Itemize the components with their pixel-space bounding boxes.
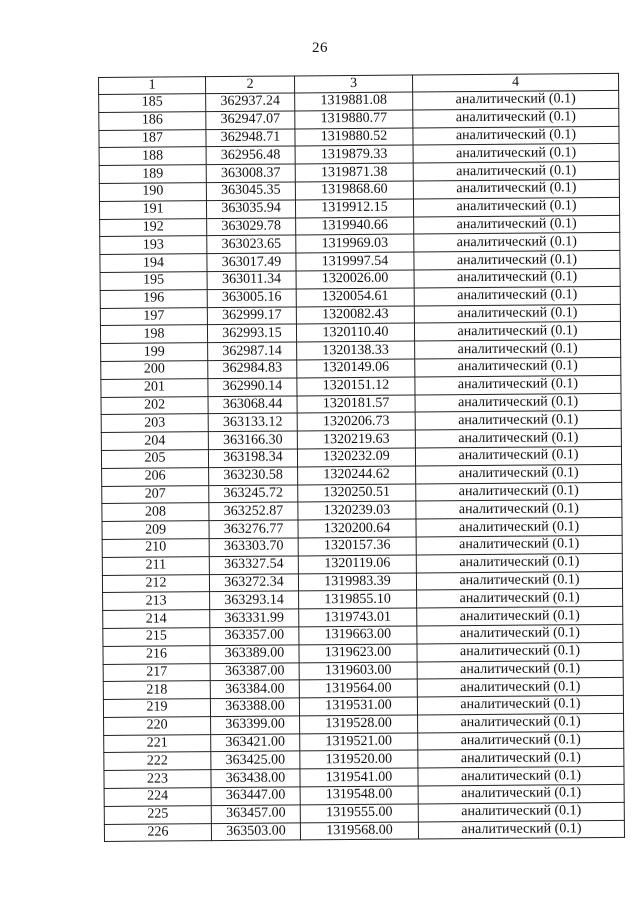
x-coordinate-cell: 363303.70 (209, 538, 298, 556)
method-accuracy-cell: аналитический (0.1) (415, 340, 621, 359)
x-coordinate-cell: 363425.00 (211, 751, 300, 769)
y-coordinate-cell: 1319663.00 (299, 626, 417, 645)
coordinates-table (98, 73, 625, 843)
point-number-cell: 223 (104, 770, 211, 789)
column-header: 4 (412, 73, 618, 92)
x-coordinate-cell: 362947.07 (206, 111, 295, 129)
point-number-cell: 213 (103, 592, 210, 611)
y-coordinate-cell: 1320110.40 (296, 323, 414, 342)
method-accuracy-cell: аналитический (0.1) (416, 482, 622, 501)
y-coordinate-cell: 1320200.64 (298, 519, 416, 538)
column-header: 2 (206, 76, 295, 94)
point-number-cell: 189 (99, 165, 206, 184)
y-coordinate-cell: 1319548.00 (300, 786, 418, 805)
x-coordinate-cell: 363421.00 (211, 734, 300, 752)
x-coordinate-cell: 363035.94 (206, 200, 295, 218)
method-accuracy-cell: аналитический (0.1) (418, 820, 624, 839)
x-coordinate-cell: 362990.14 (208, 378, 297, 396)
method-accuracy-cell: аналитический (0.1) (413, 179, 619, 198)
y-coordinate-cell: 1320119.06 (298, 555, 416, 574)
y-coordinate-cell: 1319940.66 (296, 217, 414, 236)
method-accuracy-cell: аналитический (0.1) (415, 411, 621, 430)
point-number-cell: 210 (102, 539, 209, 558)
method-accuracy-cell: аналитический (0.1) (416, 535, 622, 554)
point-number-cell: 217 (103, 663, 210, 682)
method-accuracy-cell: аналитический (0.1) (414, 251, 620, 270)
method-accuracy-cell: аналитический (0.1) (417, 678, 623, 697)
x-coordinate-cell: 363447.00 (211, 787, 300, 805)
x-coordinate-cell: 363457.00 (211, 805, 300, 823)
y-coordinate-cell: 1319881.08 (295, 92, 413, 111)
y-coordinate-cell: 1319868.60 (295, 181, 413, 200)
y-coordinate-cell: 1319531.00 (299, 697, 417, 716)
x-coordinate-cell: 362956.48 (206, 146, 295, 164)
y-coordinate-cell: 1319568.00 (300, 822, 418, 841)
x-coordinate-cell: 363276.77 (209, 520, 298, 538)
point-number-cell: 220 (104, 717, 211, 736)
method-accuracy-cell: аналитический (0.1) (417, 589, 623, 608)
point-number-cell: 212 (102, 574, 209, 593)
x-coordinate-cell: 363503.00 (211, 823, 300, 841)
point-number-cell: 215 (103, 628, 210, 647)
point-number-cell: 225 (104, 806, 211, 825)
method-accuracy-cell: аналитический (0.1) (415, 393, 621, 412)
y-coordinate-cell: 1320219.63 (297, 430, 415, 449)
point-number-cell: 219 (103, 699, 210, 718)
point-number-cell: 209 (102, 521, 209, 540)
method-accuracy-cell: аналитический (0.1) (415, 429, 621, 448)
method-accuracy-cell: аналитический (0.1) (414, 233, 620, 252)
point-number-cell: 198 (100, 325, 207, 344)
column-header: 3 (294, 75, 412, 93)
y-coordinate-cell: 1320206.73 (297, 412, 415, 431)
method-accuracy-cell: аналитический (0.1) (418, 784, 624, 803)
y-coordinate-cell: 1319528.00 (300, 715, 418, 734)
x-coordinate-cell: 362937.24 (206, 93, 295, 111)
method-accuracy-cell: аналитический (0.1) (416, 500, 622, 519)
method-accuracy-cell: аналитический (0.1) (417, 607, 623, 626)
point-number-cell: 196 (100, 289, 207, 308)
y-coordinate-cell: 1319520.00 (300, 750, 418, 769)
y-coordinate-cell: 1320151.12 (297, 377, 415, 396)
method-accuracy-cell: аналитический (0.1) (418, 731, 624, 750)
y-coordinate-cell: 1320138.33 (297, 341, 415, 360)
method-accuracy-cell: аналитический (0.1) (416, 571, 622, 590)
method-accuracy-cell: аналитический (0.1) (414, 268, 620, 287)
method-accuracy-cell: аналитический (0.1) (417, 642, 623, 661)
method-accuracy-cell: аналитический (0.1) (414, 322, 620, 341)
x-coordinate-cell: 363387.00 (210, 662, 299, 680)
y-coordinate-cell: 1320232.09 (297, 448, 415, 467)
point-number-cell: 188 (99, 147, 206, 166)
x-coordinate-cell: 363272.34 (209, 573, 298, 591)
x-coordinate-cell: 363293.14 (210, 591, 299, 609)
point-number-cell: 224 (104, 788, 211, 807)
method-accuracy-cell: аналитический (0.1) (417, 660, 623, 679)
method-accuracy-cell: аналитический (0.1) (418, 749, 624, 768)
point-number-cell: 222 (104, 752, 211, 771)
point-number-cell: 201 (101, 378, 208, 397)
point-number-cell: 221 (104, 734, 211, 753)
method-accuracy-cell: аналитический (0.1) (417, 695, 623, 714)
point-number-cell: 197 (100, 307, 207, 326)
y-coordinate-cell: 1319564.00 (299, 679, 417, 698)
method-accuracy-cell: аналитический (0.1) (413, 197, 619, 216)
method-accuracy-cell: аналитический (0.1) (418, 767, 624, 786)
x-coordinate-cell: 363023.65 (207, 235, 296, 253)
method-accuracy-cell: аналитический (0.1) (418, 713, 624, 732)
y-coordinate-cell: 1319541.00 (300, 768, 418, 787)
x-coordinate-cell: 363245.72 (209, 484, 298, 502)
x-coordinate-cell: 363005.16 (207, 289, 296, 307)
x-coordinate-cell: 362999.17 (207, 307, 296, 325)
point-number-cell: 202 (101, 396, 208, 415)
method-accuracy-cell: аналитический (0.1) (413, 108, 619, 127)
x-coordinate-cell: 363008.37 (206, 164, 295, 182)
y-coordinate-cell: 1319880.77 (295, 110, 413, 129)
x-coordinate-cell: 363252.87 (209, 502, 298, 520)
x-coordinate-cell: 363068.44 (208, 395, 297, 413)
x-coordinate-cell: 362987.14 (208, 342, 297, 360)
y-coordinate-cell: 1319983.39 (298, 573, 416, 592)
method-accuracy-cell: аналитический (0.1) (413, 126, 619, 145)
x-coordinate-cell: 363017.49 (207, 253, 296, 271)
column-header: 1 (99, 77, 206, 95)
x-coordinate-cell: 362948.71 (206, 129, 295, 147)
method-accuracy-cell: аналитический (0.1) (416, 464, 622, 483)
point-number-cell: 214 (103, 610, 210, 629)
x-coordinate-cell: 363357.00 (210, 627, 299, 645)
y-coordinate-cell: 1320026.00 (296, 270, 414, 289)
y-coordinate-cell: 1319555.00 (300, 804, 418, 823)
method-accuracy-cell: аналитический (0.1) (414, 304, 620, 323)
x-coordinate-cell: 363438.00 (211, 769, 300, 787)
x-coordinate-cell: 363029.78 (207, 218, 296, 236)
point-number-cell: 200 (101, 361, 208, 380)
y-coordinate-cell: 1319997.54 (296, 252, 414, 271)
method-accuracy-cell: аналитический (0.1) (415, 375, 621, 394)
y-coordinate-cell: 1319969.03 (296, 234, 414, 253)
x-coordinate-cell: 363399.00 (211, 716, 300, 734)
page-number: 26 (312, 40, 328, 56)
x-coordinate-cell: 363230.58 (209, 467, 298, 485)
method-accuracy-cell: аналитический (0.1) (414, 215, 620, 234)
method-accuracy-cell: аналитический (0.1) (413, 162, 619, 181)
x-coordinate-cell: 363011.34 (207, 271, 296, 289)
y-coordinate-cell: 1320250.51 (298, 484, 416, 503)
method-accuracy-cell: аналитический (0.1) (414, 286, 620, 305)
point-number-cell: 192 (100, 218, 207, 237)
y-coordinate-cell: 1320082.43 (296, 306, 414, 325)
point-number-cell: 199 (101, 343, 208, 362)
method-accuracy-cell: аналитический (0.1) (417, 624, 623, 643)
y-coordinate-cell: 1320239.03 (298, 501, 416, 520)
method-accuracy-cell: аналитический (0.1) (415, 446, 621, 465)
method-accuracy-cell: аналитический (0.1) (416, 553, 622, 572)
method-accuracy-cell: аналитический (0.1) (413, 90, 619, 109)
y-coordinate-cell: 1320149.06 (297, 359, 415, 378)
y-coordinate-cell: 1319871.38 (295, 163, 413, 182)
x-coordinate-cell: 363389.00 (210, 645, 299, 663)
point-number-cell: 216 (103, 645, 210, 664)
y-coordinate-cell: 1319912.15 (295, 199, 413, 218)
y-coordinate-cell: 1320157.36 (298, 537, 416, 556)
table-body (99, 90, 625, 842)
method-accuracy-cell: аналитический (0.1) (418, 802, 624, 821)
point-number-cell: 187 (99, 129, 206, 148)
method-accuracy-cell: аналитический (0.1) (416, 518, 622, 537)
point-number-cell: 191 (99, 200, 206, 219)
point-number-cell: 226 (104, 823, 211, 842)
y-coordinate-cell: 1319623.00 (299, 644, 417, 663)
y-coordinate-cell: 1320244.62 (298, 466, 416, 485)
y-coordinate-cell: 1319743.01 (299, 608, 417, 627)
y-coordinate-cell: 1319880.52 (295, 128, 413, 147)
point-number-cell: 203 (101, 414, 208, 433)
x-coordinate-cell: 363133.12 (208, 413, 297, 431)
point-number-cell: 204 (101, 432, 208, 451)
point-number-cell: 208 (102, 503, 209, 522)
x-coordinate-cell: 363331.99 (210, 609, 299, 627)
x-coordinate-cell: 362984.83 (208, 360, 297, 378)
point-number-cell: 211 (102, 556, 209, 575)
y-coordinate-cell: 1319855.10 (299, 590, 417, 609)
point-number-cell: 190 (99, 183, 206, 202)
x-coordinate-cell: 363384.00 (210, 680, 299, 698)
x-coordinate-cell: 363166.30 (208, 431, 297, 449)
point-number-cell: 206 (102, 467, 209, 486)
x-coordinate-cell: 363327.54 (209, 556, 298, 574)
y-coordinate-cell: 1320181.57 (297, 395, 415, 414)
x-coordinate-cell: 363388.00 (210, 698, 299, 716)
point-number-cell: 207 (102, 485, 209, 504)
method-accuracy-cell: аналитический (0.1) (413, 144, 619, 163)
x-coordinate-cell: 362993.15 (207, 324, 296, 342)
x-coordinate-cell: 363045.35 (206, 182, 295, 200)
x-coordinate-cell: 363198.34 (208, 449, 297, 467)
y-coordinate-cell: 1319879.33 (295, 145, 413, 164)
y-coordinate-cell: 1319521.00 (300, 733, 418, 752)
table-row (104, 820, 624, 842)
point-number-cell: 205 (101, 450, 208, 469)
point-number-cell: 185 (99, 94, 206, 113)
point-number-cell: 194 (100, 254, 207, 273)
point-number-cell: 218 (103, 681, 210, 700)
method-accuracy-cell: аналитический (0.1) (415, 357, 621, 376)
point-number-cell: 193 (100, 236, 207, 255)
y-coordinate-cell: 1319603.00 (299, 662, 417, 681)
point-number-cell: 195 (100, 272, 207, 291)
coordinates-table-wrapper (98, 73, 625, 843)
point-number-cell: 186 (99, 111, 206, 130)
y-coordinate-cell: 1320054.61 (296, 288, 414, 307)
